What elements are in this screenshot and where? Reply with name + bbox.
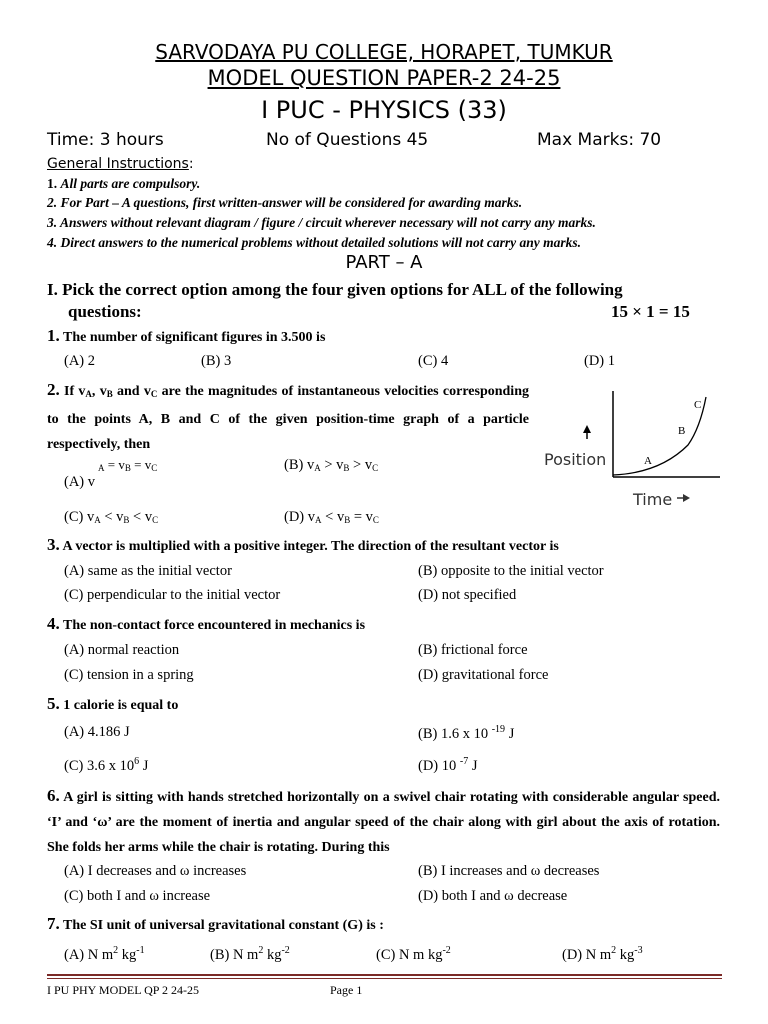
q4-option-c: (C) tension in a spring (64, 667, 194, 683)
subject-title: I PUC - PHYSICS (33) (261, 96, 507, 124)
point-a-label: A (644, 455, 652, 467)
q4-option-a: (A) normal reaction (64, 642, 180, 658)
q1-option-c: (C) 4 (418, 353, 449, 369)
max-marks-info: Max Marks: 70 (537, 130, 662, 150)
q4-option-d: (D) gravitational force (418, 667, 549, 683)
question-1: 1. The number of significant figures in 3.500 is (47, 326, 326, 345)
instruction-3: 3. Answers without relevant diagram / figure / circuit wherever necessary will not carry any marks. (47, 215, 596, 230)
instruction-1: 1. All parts are compulsory. (47, 176, 201, 191)
footer-divider (47, 974, 722, 976)
question-7: 7. The SI unit of universal gravitational constant (G) is : (47, 914, 384, 933)
page-number: Page 1 (330, 983, 363, 997)
q3-option-c: (C) perpendicular to the initial vector (64, 587, 281, 603)
graph-y-label: Position (544, 450, 607, 469)
point-b-label: B (678, 425, 686, 437)
graph-x-label: Time (633, 490, 673, 509)
q3-option-d: (D) not specified (418, 587, 517, 603)
q5-option-d: (D) 10 $^{-7}$ J (418, 756, 478, 774)
q6-option-d: (D) both I and ω decrease (418, 888, 568, 904)
point-c-label: C (694, 399, 702, 411)
question-5: 5. 1 calorie is equal to (47, 694, 179, 713)
q2-option-a-rest: $_A = v_B = v_C$ (98, 457, 158, 473)
section-instruction: I. Pick the correct option among the four given options for ALL of the following (47, 280, 623, 299)
q6-option-a: (A) I decreases and ω increases (64, 863, 247, 879)
time-info: Time: 3 hours (47, 130, 164, 150)
part-heading: PART – A (345, 252, 423, 273)
question-6: 6. A girl is sitting with hands stretched horizontally on a swivel chair rotating with considerable angular speed. ‘I’ and ‘ω’ are the moment of inertia and angular speed of the chair along with girl about the axis of rotation. She folds her arms while the chair is rotating. During this (47, 786, 720, 855)
question-3: 3. A vector is multiplied with a positive integer. The direction of the resultant vector is (47, 535, 559, 554)
q7-option-c: (C) N m $kg^{-2}$ (376, 945, 451, 963)
instruction-4: 4. Direct answers to the numerical problems without detailed solutions will not carry any marks. (47, 235, 582, 250)
position-curve (613, 397, 706, 475)
college-name: SARVODAYA PU COLLEGE, HORAPET, TUMKUR (155, 40, 613, 64)
q7-option-a: (A) N $m^2$ $kg^{-1}$ (64, 945, 145, 963)
q3-option-b: (B) opposite to the initial vector (418, 563, 604, 579)
q2-option-d: (D) $v_A < v_B = v_C$ (284, 509, 379, 525)
q5-option-b: (B) 1.6 x 10 $^{-19}$ J (418, 724, 515, 742)
q1-option-d: (D) 1 (584, 353, 616, 369)
footer-doc-id: I PU PHY MODEL QP 2 24-25 (47, 983, 200, 997)
q6-option-c: (C) both I and ω increase (64, 888, 211, 904)
q7-option-d: (D) N $m^2$ $kg^{-3}$ (562, 945, 643, 963)
q6-option-b: (B) I increases and ω decreases (418, 863, 600, 879)
section-instruction-cont: questions: (68, 302, 142, 321)
q2-option-c: (C) $v_A < v_B < v_C$ (64, 509, 159, 525)
q2-option-b: (B) $v_A > v_B > v_C$ (284, 457, 379, 473)
section-marks: 15 × 1 = 15 (611, 302, 690, 321)
q4-option-b: (B) frictional force (418, 642, 528, 658)
instruction-2: 2. For Part – A questions, first written-answer will be considered for awarding marks. (47, 195, 523, 210)
q5-option-a: (A) 4.186 J (64, 724, 130, 740)
q5-option-c: (C) 3.6 x $10^6$ J (64, 756, 149, 774)
question-2: 2. If $v_A$, $v_B$ and $v_C$ are the magnitudes of instantaneous velocities corresponding to the points A, B and C of the given position-time graph of a particle respectively, then (47, 380, 529, 452)
instructions-heading: General Instructions: (47, 156, 194, 172)
position-time-graph (540, 383, 725, 513)
q1-option-a: (A) 2 (64, 353, 96, 369)
footer-divider-thin (47, 978, 722, 979)
q3-option-a: (A) same as the initial vector (64, 563, 232, 579)
paper-title: MODEL QUESTION PAPER-2 24-25 (207, 66, 561, 90)
q2-option-a: (A) v (64, 474, 96, 490)
q7-option-b: (B) N $m^2$ $kg^{-2}$ (210, 945, 290, 963)
q1-option-b: (B) 3 (201, 353, 232, 369)
question-4: 4. The non-contact force encountered in mechanics is (47, 614, 366, 633)
num-questions-info: No of Questions 45 (266, 130, 429, 150)
